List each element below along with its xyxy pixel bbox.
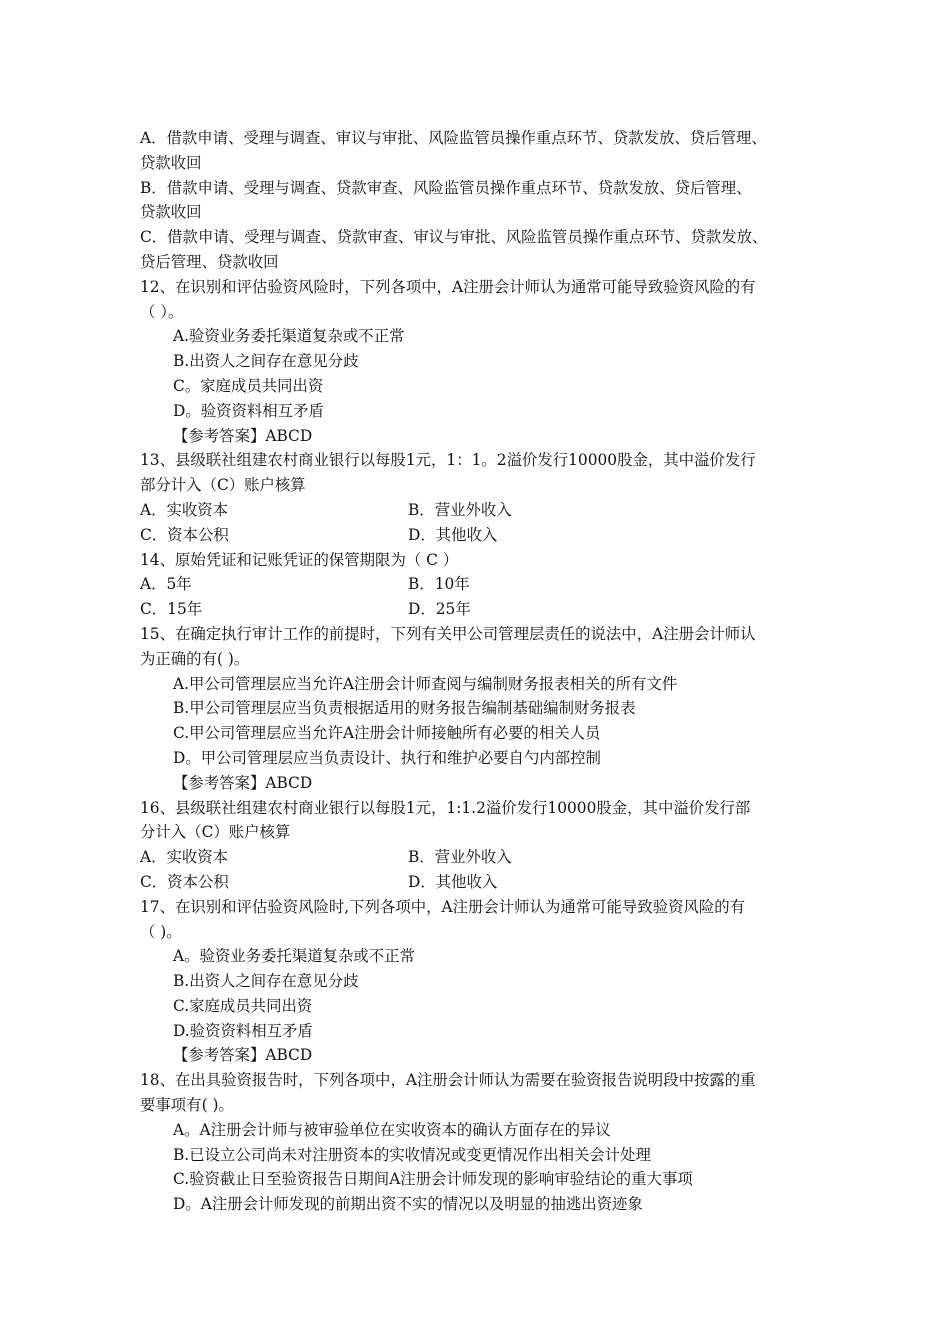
q11-option-b-line2: 贷款收回 xyxy=(140,203,202,222)
q18-option-d: D。A注册会计师发现的前期出资不实的情况以及明显的抽逃出资迹象 xyxy=(173,1195,643,1214)
q14-stem: 14、原始凭证和记账凭证的保管期限为（ C ） xyxy=(140,550,459,569)
q11-option-c-line1: C．借款申请、受理与调查、贷款审查、审议与审批、风险监管员操作重点环节、贷款发放、 xyxy=(140,228,768,247)
q13-options-row2 xyxy=(140,523,840,548)
q16-options-row2 xyxy=(140,870,840,895)
q15-option-a: A.甲公司管理层应当允许A注册会计师查阅与编制财务报表相关的所有文件 xyxy=(173,674,678,693)
q15-stem-line2: 为正确的有( )。 xyxy=(140,649,250,668)
q13-stem-line1: 13、县级联社组建农村商业银行以每股1元，1：1。2溢价发行10000股金，其中溢价发行 xyxy=(140,451,756,470)
q15-option-d: D。甲公司管理层应当负责设计、执行和维护必要自勺内部控制 xyxy=(173,748,601,767)
q18-option-c: C.验资截止日至验资报告日期间A注册会计师发现的影响审验结论的重大事项 xyxy=(173,1170,693,1189)
q12-stem-line1: 12、在识别和评估验资风险时，下列各项中，A注册会计师认为通常可能导致验资风险的有 xyxy=(140,277,756,296)
q15-option-b: B.甲公司管理层应当负责根据适用的财务报告编制基础编制财务报表 xyxy=(173,699,636,718)
document-page xyxy=(140,126,840,1217)
q17-stem-line1: 17、在识别和评估验资风险时,下列各项中，A注册会计师认为通常可能导致验资风险的有 xyxy=(140,897,746,916)
q17-stem-line2: （ )。 xyxy=(140,922,182,941)
q13-option-a: A．实收资本 xyxy=(140,500,229,519)
q16-option-c: C．资本公积 xyxy=(140,872,229,891)
q14-option-b: B．10年 xyxy=(408,575,470,594)
q13-option-d: D．其他收入 xyxy=(408,525,498,544)
q16-option-d: D．其他收入 xyxy=(408,872,498,891)
q17-option-c: C.家庭成员共同出资 xyxy=(173,996,313,1015)
q12-option-a: A.验资业务委托渠道复杂或不正常 xyxy=(173,327,405,346)
q14-options-row1 xyxy=(140,572,840,597)
q13-option-b: B．营业外收入 xyxy=(408,500,512,519)
q16-option-a: A．实收资本 xyxy=(140,848,229,867)
q16-stem-line2: 分计入（C）账户核算 xyxy=(140,823,291,842)
q11-option-a-line2: 贷款收回 xyxy=(140,153,202,172)
q18-stem-line2: 要事项有( )。 xyxy=(140,1096,234,1115)
q11-option-b-line1: B．借款申请、受理与调查、贷款审查、风险监管员操作重点环节、贷款发放、贷后管理、 xyxy=(140,178,752,197)
q16-stem-line1: 16、县级联社组建农村商业银行以每股1元，1:1.2溢价发行10000股金，其中溢价发行部 xyxy=(140,798,751,817)
q16-options-row1 xyxy=(140,845,840,870)
q17-option-b: B.出资人之间存在意见分歧 xyxy=(173,972,359,991)
q12-option-d: D。验资资料相互矛盾 xyxy=(173,401,324,420)
q13-stem-line2: 部分计入（C）账户核算 xyxy=(140,476,306,495)
q12-option-c: C。家庭成员共同出资 xyxy=(173,376,324,395)
q17-option-d: D.验资资料相互矛盾 xyxy=(173,1021,313,1040)
q14-options-row2 xyxy=(140,597,840,622)
q12-option-b: B.出资人之间存在意见分歧 xyxy=(173,352,359,371)
q11-option-c-line2: 贷后管理、贷款收回 xyxy=(140,252,279,271)
q18-option-a: A。A注册会计师与被审验单位在实收资本的确认方面存在的异议 xyxy=(173,1120,611,1139)
q15-stem-line1: 15、在确定执行审计工作的前提时，下列有关甲公司管理层责任的说法中，A注册会计师认 xyxy=(140,624,756,643)
q13-options-row1 xyxy=(140,498,840,523)
q14-option-a: A．5年 xyxy=(140,575,192,594)
q18-option-b: B.已设立公司尚未对注册资本的实收情况或变更情况作出相关会计处理 xyxy=(173,1145,651,1164)
q12-answer: 【参考答案】ABCD xyxy=(173,426,313,445)
q16-option-b: B．营业外收入 xyxy=(408,848,512,867)
q18-stem-line1: 18、在出具验资报告时，下列各项中，A注册会计师认为需要在验资报告说明段中按露的重 xyxy=(140,1071,756,1090)
q15-answer: 【参考答案】ABCD xyxy=(173,773,313,792)
q12-stem-line2: （ ）。 xyxy=(140,302,184,321)
q13-option-c: C．资本公积 xyxy=(140,525,229,544)
q11-option-a-line1: A．借款申请、受理与调查、审议与审批、风险监管员操作重点环节、贷款发放、贷后管理、 xyxy=(140,129,767,147)
q14-option-c: C．15年 xyxy=(140,600,203,619)
q14-option-d: D．25年 xyxy=(408,600,471,619)
q17-answer: 【参考答案】ABCD xyxy=(173,1046,313,1065)
q15-option-c: C.甲公司管理层应当允许A注册会计师接触所有必要的相关人员 xyxy=(173,724,601,743)
q17-option-a: A。验资业务委托渠道复杂或不正常 xyxy=(173,947,415,966)
